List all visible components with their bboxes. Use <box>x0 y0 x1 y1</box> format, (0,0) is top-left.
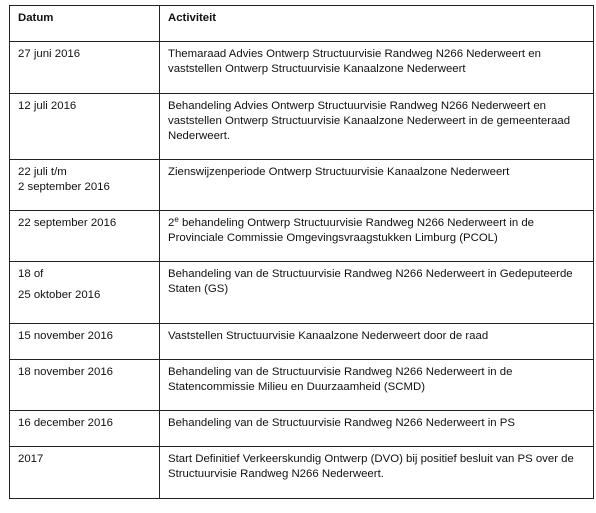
table-row <box>10 211 594 262</box>
activity-cell: Themaraad Advies Ontwerp Structuurvisie Randweg N266 Nederweert en vaststellen Ontwerp Structuurvisie Kanaalzone Nederweert <box>160 42 594 94</box>
activity-cell: Behandeling van de Structuurvisie Randweg N266 Nederweert in Gedeputeerde Staten (GS) <box>160 262 594 324</box>
activity-cell <box>160 211 594 262</box>
activity-cell: Start Definitief Verkeerskundig Ontwerp (DVO) bij positief besluit van PS over de Structuurvisie Randweg N266 Nederweert. <box>160 447 594 499</box>
schedule-table <box>9 5 594 499</box>
column-header-activiteit: Activiteit <box>160 6 594 42</box>
table-row <box>10 324 594 360</box>
activity-cell: Behandeling van de Structuurvisie Randweg N266 Nederweert in de Statencommissie Milieu en Duurzaamheid (SCMD) <box>160 360 594 411</box>
date-cell: 12 juli 2016 <box>10 94 160 160</box>
table-row <box>10 360 594 411</box>
table-row <box>10 262 594 324</box>
activity-cell: Zienswijzenperiode Ontwerp Structuurvisie Kanaalzone Nederweert <box>160 160 594 211</box>
ordinal-suffix: e <box>174 215 179 224</box>
ordinal-number: 2 <box>168 217 175 229</box>
date-line: 18 of <box>18 268 44 280</box>
date-cell <box>10 262 160 324</box>
date-cell: 27 juni 2016 <box>10 42 160 94</box>
table-row <box>10 160 594 211</box>
column-header-datum: Datum <box>10 6 160 42</box>
activity-cell: Behandeling van de Structuurvisie Randweg N266 Nederweert in PS <box>160 411 594 447</box>
date-cell: 15 november 2016 <box>10 324 160 360</box>
table-row <box>10 94 594 160</box>
date-cell <box>10 160 160 211</box>
activity-cell: Behandeling Advies Ontwerp Structuurvisie Randweg N266 Nederweert en vaststellen Ontwerp Structuurvisie Kanaalzone Nederweert in de gemeenteraad Nederweert. <box>160 94 594 160</box>
date-cell: 16 december 2016 <box>10 411 160 447</box>
date-line: 22 juli t/m <box>18 166 67 178</box>
date-cell: 18 november 2016 <box>10 360 160 411</box>
activity-cell: Vaststellen Structuurvisie Kanaalzone Nederweert door de raad <box>160 324 594 360</box>
date-cell: 2017 <box>10 447 160 499</box>
table-row <box>10 42 594 94</box>
date-cell: 22 september 2016 <box>10 211 160 262</box>
date-line: 2 september 2016 <box>18 181 110 193</box>
activity-text: behandeling Ontwerp Structuurvisie Randweg N266 Nederweert in de Provinciale Commissie Omgevingsvraagstukken Limburg (PCOL) <box>168 217 535 244</box>
table-row <box>10 447 594 499</box>
date-line: 25 oktober 2016 <box>18 289 101 301</box>
table-row <box>10 411 594 447</box>
table-header-row <box>10 6 594 42</box>
